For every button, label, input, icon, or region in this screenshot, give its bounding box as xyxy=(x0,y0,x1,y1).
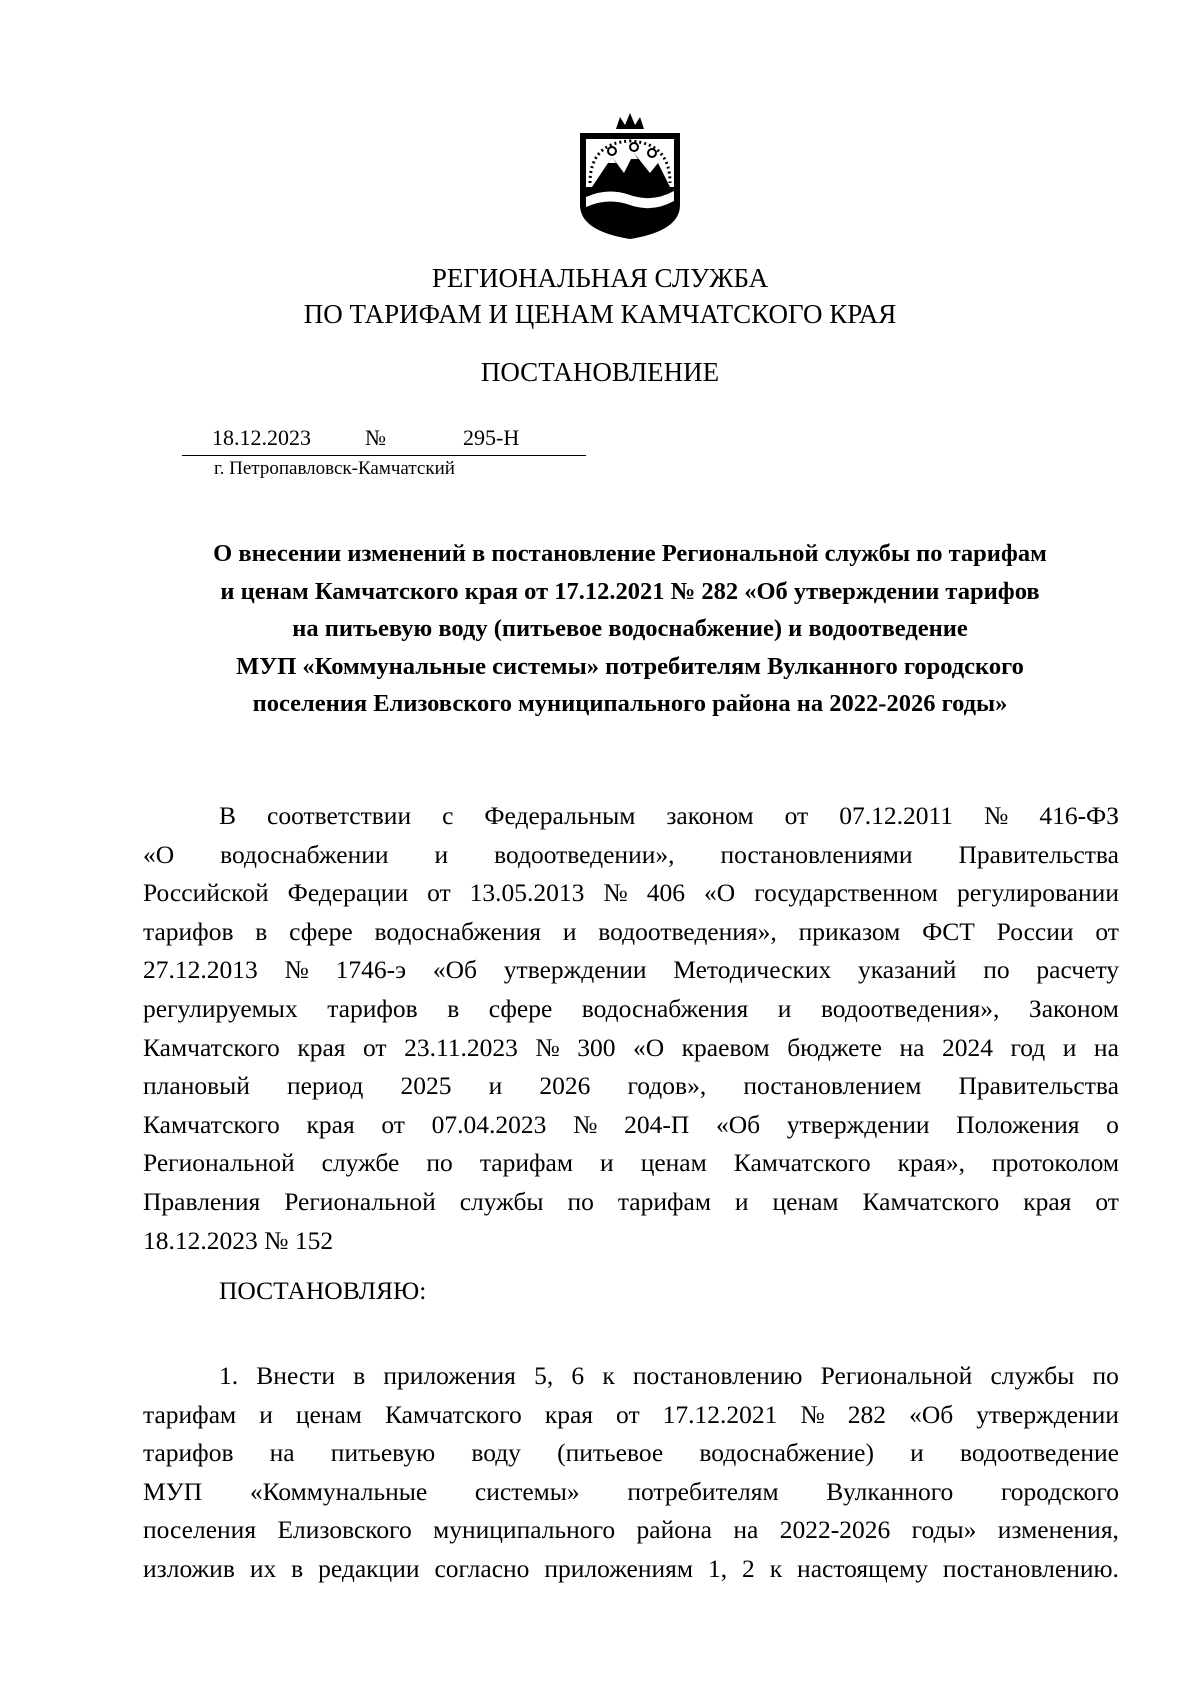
word: от xyxy=(784,801,809,830)
word: 27.12.2013 xyxy=(143,955,258,985)
paragraph-line: 18.12.2023 № 152 xyxy=(143,1225,334,1255)
word: государственном xyxy=(754,878,938,908)
word: поселения xyxy=(143,1515,257,1545)
word: согласно xyxy=(434,1553,530,1583)
word: от xyxy=(381,1109,405,1139)
word: Положения xyxy=(956,1109,1080,1139)
word: их xyxy=(249,1553,277,1583)
word: изменения, xyxy=(997,1515,1119,1545)
word: Российской xyxy=(143,878,269,908)
word: водоснабжения xyxy=(374,916,542,946)
word: указаний xyxy=(858,955,957,985)
word: Камчатского xyxy=(862,1186,1000,1216)
word: Правительства xyxy=(958,1071,1119,1101)
title-line: О внесении изменений в постановление Региональной службы по тарифам xyxy=(213,540,1047,567)
word: 1. xyxy=(219,1361,239,1390)
word: постановлению. xyxy=(942,1553,1119,1583)
word: 300 xyxy=(577,1032,616,1062)
word: «Об xyxy=(715,1109,761,1139)
number-sign: № xyxy=(365,425,386,450)
word: редакции xyxy=(318,1553,420,1583)
word: питьевую xyxy=(330,1438,436,1468)
preamble-paragraph xyxy=(143,797,1119,1260)
word: 6 xyxy=(571,1361,585,1390)
word: 07.12.2011 xyxy=(839,801,953,830)
word: и xyxy=(259,1399,273,1429)
word: водоотведении», xyxy=(494,839,675,869)
word: службы xyxy=(990,1361,1075,1390)
word: Региональной xyxy=(143,1148,295,1178)
word: годов», xyxy=(627,1071,707,1101)
word: постановлениями xyxy=(720,839,913,869)
word: края xyxy=(1023,1186,1072,1216)
word: «О xyxy=(704,878,736,908)
word: Федеральным xyxy=(484,801,636,830)
paragraph-line xyxy=(143,797,1119,836)
word: 416-ФЗ xyxy=(1039,801,1119,830)
word: МУП xyxy=(143,1476,203,1506)
word: и xyxy=(1062,1032,1077,1062)
word: «О xyxy=(143,839,175,869)
word: приказом xyxy=(798,916,901,946)
word: 23.11.2023 xyxy=(404,1032,518,1062)
word: на xyxy=(899,1032,925,1062)
word: утверждении xyxy=(786,1109,930,1139)
word: 2025 xyxy=(400,1071,452,1101)
paragraph-line xyxy=(143,1550,1119,1589)
organization-name-line1: РЕГИОНАЛЬНАЯ СЛУЖБА xyxy=(431,263,769,293)
word: к xyxy=(602,1361,615,1390)
word: (питьевое xyxy=(557,1438,664,1468)
word: от xyxy=(427,878,451,908)
word: и xyxy=(734,1186,749,1216)
word: Камчатского xyxy=(733,1148,871,1178)
word: от xyxy=(1095,916,1119,946)
word: № xyxy=(535,1032,560,1062)
word: с xyxy=(442,801,454,830)
word: водоснабжении xyxy=(220,839,389,869)
word: № xyxy=(800,1399,825,1429)
paragraph-line xyxy=(143,1183,1119,1222)
word: протоколом xyxy=(991,1148,1119,1178)
word: тарифов xyxy=(143,916,234,946)
paragraph-line xyxy=(143,951,1119,990)
word: тарифов xyxy=(327,993,418,1023)
word: краевом xyxy=(681,1032,770,1062)
word: Федерации xyxy=(287,878,409,908)
word: водоотведения», xyxy=(598,916,777,946)
word: соответствии xyxy=(267,801,412,830)
paragraph-line xyxy=(143,1434,1119,1473)
word: и xyxy=(600,1148,614,1178)
document-title xyxy=(140,535,1120,723)
resolve-heading: ПОСТАНОВЛЯЮ: xyxy=(219,1276,427,1305)
word: в xyxy=(255,916,268,946)
word: Вулканного xyxy=(826,1476,954,1506)
word: на xyxy=(733,1515,759,1545)
word: Методических xyxy=(673,955,832,985)
word: водоснабжение) xyxy=(699,1438,874,1468)
word: «О xyxy=(632,1032,665,1062)
title-line: МУП «Коммунальные системы» потребителям Вулканного городского xyxy=(236,652,1024,680)
document-requisites xyxy=(182,425,586,456)
word: «Коммунальные xyxy=(249,1476,428,1506)
word: Елизовского xyxy=(277,1515,412,1545)
word: постановлению xyxy=(632,1361,803,1390)
word: период xyxy=(287,1071,364,1101)
word: от xyxy=(363,1032,387,1062)
word: Камчатского xyxy=(143,1109,280,1139)
word: Правительства xyxy=(958,839,1119,869)
word: и xyxy=(777,993,792,1023)
word: Камчатского xyxy=(384,1399,522,1429)
word: утверждении xyxy=(503,955,647,985)
word: и xyxy=(562,916,577,946)
word: России xyxy=(996,916,1074,946)
word: городского xyxy=(1000,1476,1119,1506)
word: района xyxy=(636,1515,712,1545)
word: годы» xyxy=(911,1515,977,1545)
word: ценам xyxy=(772,1186,839,1216)
document-city: г. Петропавловск-Камчатский xyxy=(214,458,455,479)
word: ценам xyxy=(640,1148,707,1178)
word: регулируемых xyxy=(143,993,298,1023)
word: постановлением xyxy=(743,1071,922,1101)
paragraph-line xyxy=(143,913,1119,952)
word: воду xyxy=(471,1438,521,1468)
word: на xyxy=(1093,1032,1119,1062)
word: края xyxy=(306,1109,355,1139)
title-line: на питьевую воду (питьевое водоснабжение) и водоотведение xyxy=(292,615,968,642)
word: «Об xyxy=(909,1399,954,1429)
word: по xyxy=(426,1148,453,1178)
word: тарифам xyxy=(143,1399,237,1429)
word: бюджете xyxy=(787,1032,882,1062)
word: Правления xyxy=(143,1186,261,1216)
word: службе xyxy=(321,1148,400,1178)
word: регулировании xyxy=(956,878,1119,908)
word: о xyxy=(1106,1109,1119,1139)
word: в xyxy=(353,1361,366,1390)
word: тарифов xyxy=(143,1438,234,1468)
word: 2026 xyxy=(539,1071,591,1101)
word: водоотведение xyxy=(959,1438,1119,1468)
word: по xyxy=(567,1186,594,1216)
word: Внести xyxy=(256,1361,336,1390)
word: приложения xyxy=(383,1361,516,1390)
word: по xyxy=(983,955,1010,985)
paragraph-line xyxy=(143,990,1119,1029)
word: и xyxy=(434,839,449,869)
paragraph-line xyxy=(143,836,1119,875)
word: сфере xyxy=(488,993,553,1023)
word: законом xyxy=(666,801,754,830)
word: 07.04.2023 xyxy=(431,1109,547,1139)
paragraph-line xyxy=(143,1144,1119,1183)
word: 282 xyxy=(847,1399,887,1429)
word: год xyxy=(1010,1032,1046,1062)
word: изложив xyxy=(143,1553,235,1583)
word: плановый xyxy=(143,1071,250,1101)
word: 17.12.2021 xyxy=(662,1399,778,1429)
word: 2024 xyxy=(941,1032,993,1062)
word: Региональной xyxy=(820,1361,973,1390)
word: в xyxy=(447,993,460,1023)
paragraph-line xyxy=(143,1067,1119,1106)
document-number: 295-Н xyxy=(463,425,520,450)
word: 5, xyxy=(534,1361,554,1390)
word: и xyxy=(910,1438,924,1468)
word: № xyxy=(284,955,309,985)
word: ценам xyxy=(295,1399,362,1429)
word: 204-П xyxy=(624,1109,690,1139)
paragraph-line xyxy=(143,1357,1119,1396)
word: В xyxy=(219,801,237,830)
word: тарифам xyxy=(479,1148,573,1178)
word: 13.05.2013 xyxy=(469,878,585,908)
word: к xyxy=(769,1553,783,1583)
word: 406 xyxy=(646,878,686,908)
word: потребителям xyxy=(627,1476,779,1506)
word: утверждении xyxy=(976,1399,1119,1429)
paragraph-line xyxy=(143,1511,1119,1550)
word: водоотведения», xyxy=(820,993,1000,1023)
word: от xyxy=(616,1399,640,1429)
word: расчету xyxy=(1036,955,1119,985)
paragraph-line xyxy=(143,874,1119,913)
word: края», xyxy=(897,1148,965,1178)
document-date: 18.12.2023 xyxy=(212,425,311,450)
word: муниципального xyxy=(433,1515,616,1545)
word: от xyxy=(1095,1186,1119,1216)
coat-of-arms-emblem xyxy=(578,113,682,239)
organization-name-line2: ПО ТАРИФАМ И ЦЕНАМ КАМЧАТСКОГО КРАЯ xyxy=(303,299,897,329)
word: тарифам xyxy=(617,1186,711,1216)
word: Законом xyxy=(1028,993,1119,1023)
word: «Об xyxy=(432,955,478,985)
word: № xyxy=(573,1109,598,1139)
word: настоящему xyxy=(797,1553,928,1583)
title-line: поселения Елизовского муниципального района на 2022-2026 годы» xyxy=(252,690,1008,717)
word: края xyxy=(297,1032,346,1062)
document-type: ПОСТАНОВЛЕНИЕ xyxy=(480,357,720,387)
word: 1746-э xyxy=(335,955,407,985)
word: Региональной xyxy=(284,1186,436,1216)
word: 2022-2026 xyxy=(779,1515,891,1545)
word: края xyxy=(544,1399,594,1429)
word: приложениям xyxy=(544,1553,694,1583)
word: Камчатского xyxy=(143,1032,280,1062)
paragraph-line xyxy=(143,1396,1119,1435)
word: сфере xyxy=(289,916,353,946)
word: 1, xyxy=(707,1553,728,1583)
word: службы xyxy=(459,1186,544,1216)
word: № xyxy=(603,878,628,908)
word: в xyxy=(291,1553,304,1583)
word: водоснабжения xyxy=(581,993,749,1023)
word: № xyxy=(983,801,1009,830)
word: 2 xyxy=(742,1553,755,1583)
word: на xyxy=(269,1438,295,1468)
paragraph-line xyxy=(143,1473,1119,1512)
title-line: и ценам Камчатского края от 17.12.2021 № 282 «Об утверждении тарифов xyxy=(220,577,1040,605)
word: и xyxy=(488,1071,503,1101)
paragraph-line xyxy=(143,1106,1119,1145)
word: по xyxy=(1092,1361,1119,1390)
item-1-paragraph xyxy=(143,1357,1119,1589)
word: ФСТ xyxy=(922,916,975,946)
paragraph-line xyxy=(143,1029,1119,1068)
word: системы» xyxy=(474,1476,580,1506)
